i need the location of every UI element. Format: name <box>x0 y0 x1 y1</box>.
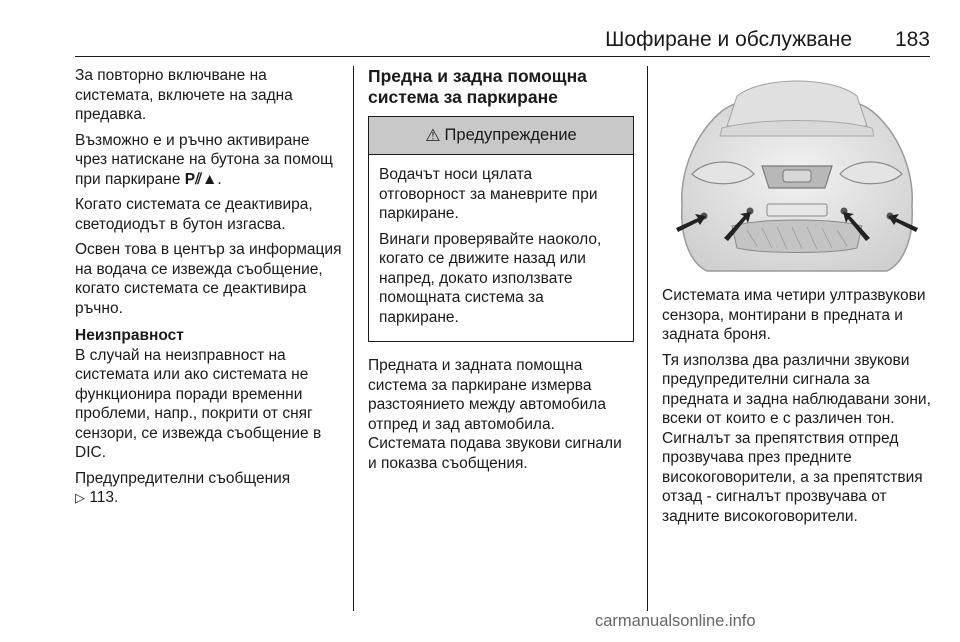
paragraph-end: . <box>217 170 222 188</box>
section-title: Предна и задна помощна система за паркиране <box>368 66 587 107</box>
warning-triangle-icon: ⚠ <box>425 125 441 145</box>
header-divider <box>75 56 930 57</box>
parking-assist-button-icon: P⫽▲ <box>184 170 218 188</box>
warning-header <box>369 117 633 155</box>
paragraph-text: Възможно е и ръчно активиране чрез натискане на бутона за помощ при паркиране <box>75 131 333 188</box>
paragraph-text: Предупредителни съобщения <box>75 469 291 487</box>
paragraph <box>75 131 343 190</box>
warning-body <box>369 155 633 341</box>
watermark: carmanualsonline.info <box>595 612 756 630</box>
warning-text: Винаги проверявайте наоколо, когато се движите назад или напред, докато използвате помощната система за паркиране. <box>379 230 602 326</box>
warning-text: Водачът носи цялата отговорност за маневрите при паркиране. <box>379 166 598 222</box>
paragraph <box>75 469 343 508</box>
warning-heading: Предупреждение <box>444 125 577 144</box>
paragraph: Системата има четири ултразвукови сензора, монтирани в предната и задната броня. <box>662 287 926 343</box>
chapter-title: Шофиране и обслужване <box>605 28 852 51</box>
paragraph: В случай на неизправност на системата или ако системата не функционира поради временни проблеми, напр., покрити от сняг сензори, се извежда съобщение в DIC. <box>75 346 322 461</box>
arrow-ref-icon: ▷ <box>75 490 85 505</box>
column-divider-2 <box>647 66 648 611</box>
car-front-sensors-illustration <box>662 66 932 276</box>
column-left <box>75 66 343 514</box>
paragraph: Предната и задната помощна система за паркиране измерва разстоянието между автомобила отпред и зад автомобила. Системата подава звукови сигнали и показва съобщения. <box>368 357 622 472</box>
paragraph: Тя използва два различни звукови предупредителни сигнала за предната и задна наблюдавани зони, всеки от които е с различен тон. Сигналът за препятствия отпред прозвучава през предните високоговорители, а за препятствия отзад - сигналът прозвучава от задните високоговорители. <box>662 351 931 525</box>
column-middle <box>368 66 634 479</box>
column-right <box>662 66 932 532</box>
page-number: 183 <box>894 28 930 51</box>
page-header <box>75 28 930 58</box>
paragraph: За повторно включване на системата, включете на задна предавка. <box>75 67 293 123</box>
column-divider-1 <box>353 66 354 611</box>
paragraph: Когато системата се деактивира, светодиодът в бутон изгасва. <box>75 196 313 233</box>
paragraph: Освен това в център за информация на водача се извежда съобщение, когато системата се деактивира ръчно. <box>75 241 342 317</box>
page-reference: 113. <box>89 489 119 506</box>
subheading: Неизправност <box>75 327 184 344</box>
warning-box <box>368 116 634 342</box>
